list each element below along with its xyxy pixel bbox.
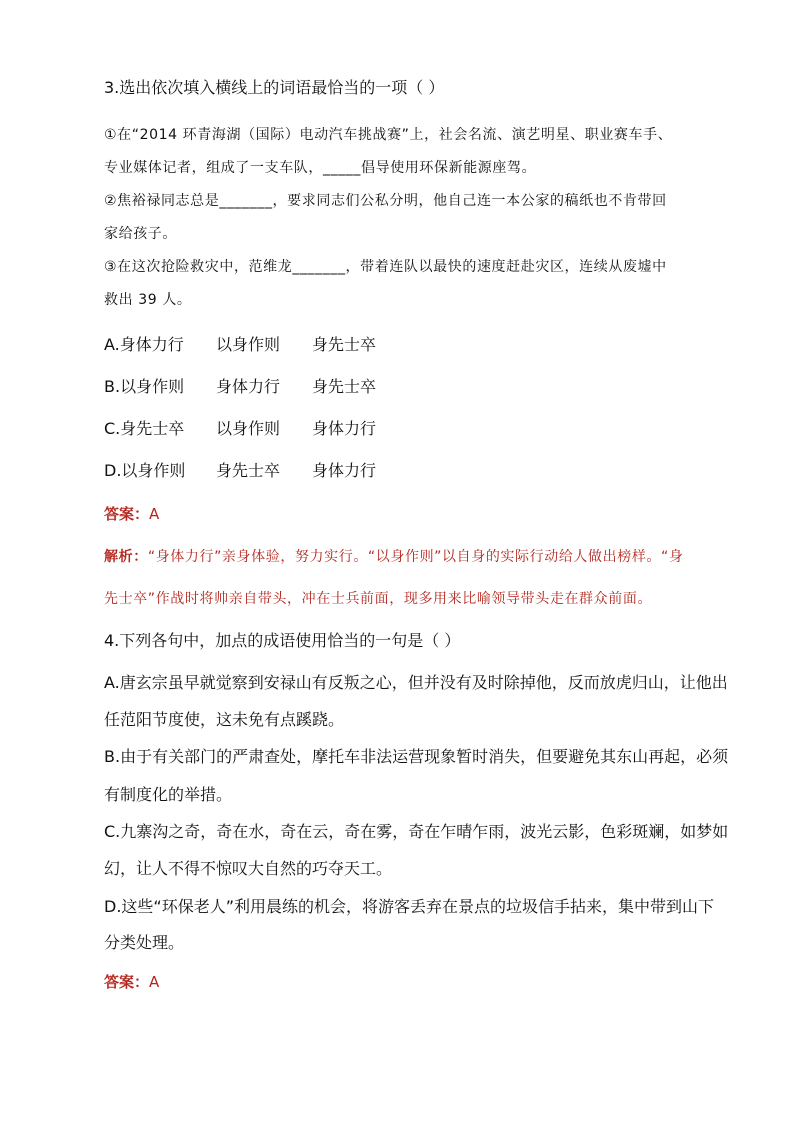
q3-option-a-word3: 身先士卒 (312, 335, 377, 354)
q3-option-b-word2: 身体力行 (216, 377, 281, 396)
q4-option-a-line2: 任范阳节度使，这未免有点蹊跷。 (104, 710, 345, 729)
q4-option-a-line1: A.唐玄宗虽早就觉察到安禄山有反叛之心，但并没有及时除掉他，反而放虎归山，让他出 (104, 673, 728, 692)
q3-sentence1-line1: ①在“2014 环青海湖（国际）电动汽车挑战赛”上，社会名流、演艺明星、职业赛车手、 (104, 127, 673, 143)
q3-sentence3-line2: 救出 39 人。 (104, 292, 192, 308)
q3-option-b-word3: 身先士卒 (312, 377, 377, 396)
q4-option-c-line2: 幻，让人不得不惊叹大自然的巧夺天工。 (104, 859, 393, 878)
q4-option-b-line1: B.由于有关部门的严肃查处，摩托车非法运营现象暂时消失，但要避免其东山再起，必须 (104, 747, 729, 766)
q4-answer-label: 答案： (104, 973, 150, 991)
q3-option-b-word1: B.以身作则 (104, 377, 185, 396)
q3-sentence3-line1: ③在这次抢险救灾中，范维龙_______，带着连队以最快的速度赶赴灾区，连续从废墟中 (104, 259, 667, 275)
q4-answer (104, 971, 159, 993)
q3-option-d-word2: 身先士卒 (216, 461, 281, 480)
q4-option-d-line1: D.这些“环保老人”利用晨练的机会，将游客丢弃在景点的垃圾信手拈来，集中带到山下 (104, 897, 714, 916)
q3-sentence2-line2: 家给孩子。 (104, 226, 177, 242)
q3-option-d-word3: 身体力行 (312, 461, 377, 480)
q3-sentence2-line1: ②焦裕禄同志总是_______，要求同志们公私分明，他自己连一本公家的稿纸也不肯带回 (104, 193, 667, 209)
q3-analysis-label: 解析： (104, 549, 148, 565)
q3-answer-value: A (149, 505, 160, 523)
q3-option-c-word2: 以身作则 (216, 419, 281, 438)
q3-sentence1-line2: 专业媒体记者，组成了一支车队，_____倡导使用环保新能源座驾。 (104, 160, 537, 176)
q3-option-c-word1: C.身先士卒 (104, 419, 185, 438)
q3-option-c-word3: 身体力行 (312, 419, 377, 438)
q4-answer-value: A (149, 973, 160, 991)
q3-option-a-word2: 以身作则 (216, 335, 281, 354)
q3-analysis-line2: 先士卒”作战时将帅亲自带头，冲在士兵前面，现多用来比喻领导带头走在群众前面。 (104, 591, 653, 607)
q3-title: 3.选出依次填入横线上的词语最恰当的一项（ ） (104, 78, 445, 97)
q4-option-c-line1: C.九寨沟之奇，奇在水，奇在云，奇在雾，奇在乍晴乍雨，波光云影，色彩斑斓，如梦如 (104, 822, 729, 841)
q3-analysis-line1 (104, 546, 683, 568)
q4-option-d-line2: 分类处理。 (104, 933, 185, 952)
q4-title: 4.下列各句中，加点的成语使用恰当的一句是（ ） (104, 631, 461, 650)
q4-option-b-line2: 有制度化的举措。 (104, 785, 233, 804)
q3-analysis-text1: “身体力行”亲身体验，努力实行。“以身作则”以自身的实际行动给人做出榜样。“身 (147, 549, 684, 565)
q3-answer-label: 答案： (104, 505, 150, 523)
q3-option-d-word1: D.以身作则 (104, 461, 186, 480)
q3-option-a-word1: A.身体力行 (104, 335, 184, 354)
q3-answer (104, 503, 159, 525)
